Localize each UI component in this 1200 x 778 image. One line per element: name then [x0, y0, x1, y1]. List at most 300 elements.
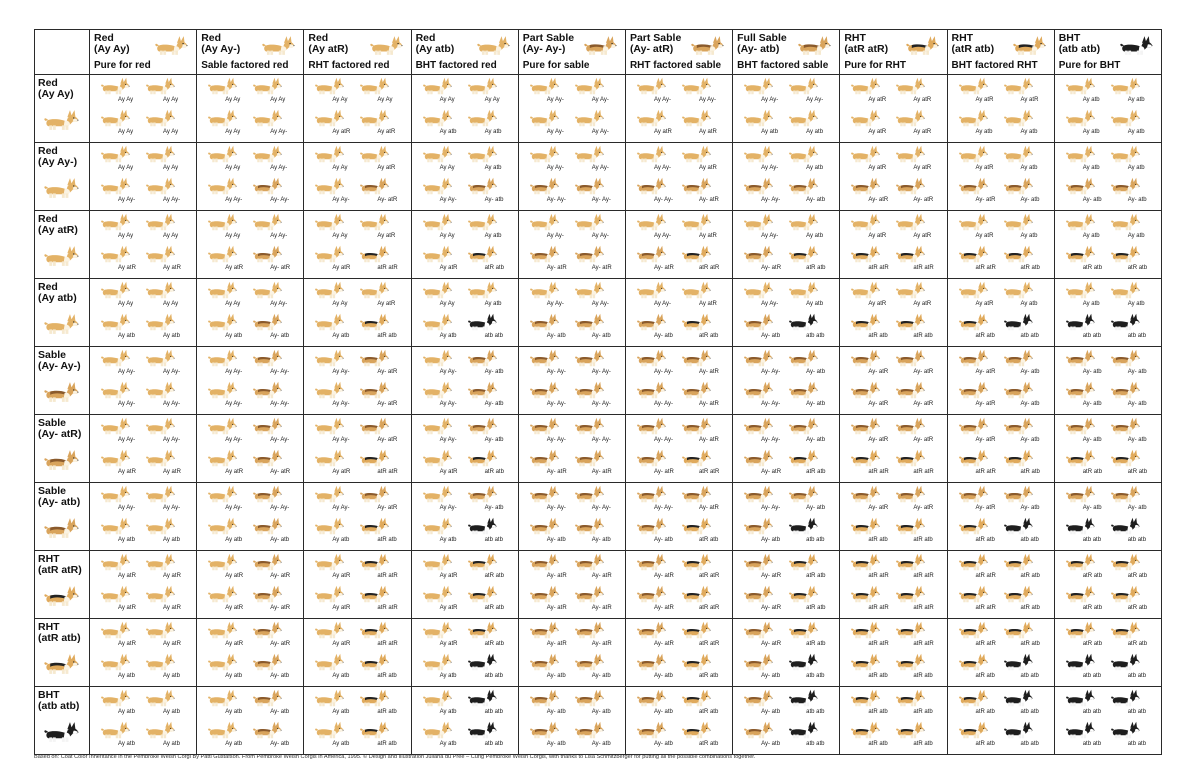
offspring-pup — [958, 621, 1004, 651]
corgi-sable-icon — [636, 177, 666, 195]
offspring-genotype: Ay- atb — [761, 741, 781, 747]
corgi-red-icon — [145, 109, 175, 127]
offspring-genotype: Ay atR — [225, 641, 244, 647]
offspring-genotype: Ay atb — [806, 129, 824, 135]
offspring-genotype: atR atb — [975, 537, 995, 543]
offspring-pup — [788, 689, 834, 719]
offspring-pup — [207, 485, 253, 515]
offspring-pup — [788, 77, 834, 107]
row-genotype: (Ay atR) — [38, 224, 78, 236]
corgi-sable-icon — [529, 517, 559, 535]
offspring-genotype: Ay Ay- — [332, 197, 350, 203]
offspring-genotype: atR atb — [377, 741, 397, 747]
row-dog — [43, 585, 79, 612]
column-header — [1054, 30, 1161, 75]
row-title: Red — [38, 77, 58, 89]
corgi-sable-icon — [636, 245, 666, 263]
offspring-pup — [252, 281, 298, 311]
offspring-pup — [574, 553, 620, 583]
offspring-genotype: Ay atR — [163, 605, 181, 611]
corgi-sable-icon — [529, 313, 559, 331]
offspring-pup — [314, 245, 360, 275]
row-genotype: (Ay- Ay-) — [38, 360, 81, 372]
offspring-genotype: Ay atb — [439, 673, 457, 679]
offspring-genotype: Ay atR — [698, 301, 717, 307]
offspring-pup — [359, 553, 405, 583]
corgi-red-icon — [788, 213, 818, 231]
offspring-pup — [1065, 349, 1111, 379]
offspring-cell — [947, 415, 1054, 483]
offspring-genotype: Ay Ay- — [653, 301, 672, 307]
column-genotype: (Ay- atb) — [737, 43, 780, 55]
corgi-red-icon — [1110, 213, 1140, 231]
offspring-pup — [574, 485, 620, 515]
offspring-genotype: Ay atb — [1127, 165, 1145, 171]
offspring-pup — [1003, 313, 1049, 343]
offspring-pup — [207, 689, 253, 719]
offspring-cell — [197, 619, 304, 687]
offspring-pup — [681, 417, 727, 447]
offspring-genotype: Ay Ay- — [118, 401, 136, 407]
offspring-cell — [947, 211, 1054, 279]
offspring-cell — [90, 619, 197, 687]
offspring-pup — [145, 77, 191, 107]
corgi-red-icon — [422, 449, 452, 467]
offspring-cell — [947, 619, 1054, 687]
offspring-genotype: Ay atb — [118, 741, 135, 747]
offspring-genotype: Ay Ay — [377, 97, 393, 103]
offspring-cell — [840, 279, 947, 347]
corgi-sable-icon — [252, 313, 282, 331]
offspring-genotype: Ay- atR — [761, 469, 782, 475]
offspring-cell — [1054, 75, 1161, 143]
corgi-red-icon — [207, 553, 237, 571]
corgi-sable-icon — [1110, 417, 1140, 435]
offspring-genotype: Ay- atR — [761, 605, 782, 611]
offspring-pup — [636, 689, 682, 719]
offspring-pup — [681, 313, 727, 343]
offspring-pup — [1110, 77, 1156, 107]
corgi-sable-icon — [252, 689, 282, 707]
corgi-rht-icon — [850, 553, 880, 571]
offspring-pup — [743, 177, 789, 207]
corgi-red-icon — [100, 621, 130, 639]
column-header — [625, 30, 732, 75]
corgi-sable-icon — [574, 721, 604, 739]
corgi-red-icon — [422, 553, 452, 571]
offspring-genotype: Ay atR — [332, 641, 351, 647]
corgi-red-icon — [207, 653, 237, 671]
corgi-rht-icon — [958, 653, 988, 671]
offspring-genotype: Ay Ay- — [546, 233, 564, 239]
corgi-red-icon — [788, 77, 818, 95]
offspring-pup — [529, 109, 575, 139]
corgi-red-icon — [145, 213, 175, 231]
corgi-red-icon — [422, 517, 452, 535]
row-title: RHT — [38, 621, 60, 633]
offspring-pup — [529, 621, 575, 651]
corgi-sable-icon — [1065, 177, 1095, 195]
corgi-red-icon — [636, 145, 666, 163]
corgi-red-icon — [100, 449, 130, 467]
offspring-pup — [574, 517, 620, 547]
offspring-cell — [947, 687, 1054, 755]
offspring-pup — [1110, 313, 1156, 343]
corgi-sable-icon — [529, 449, 559, 467]
corgi-red-icon — [681, 145, 711, 163]
offspring-genotype: Ay- atR — [868, 197, 889, 203]
offspring-pup — [958, 213, 1004, 243]
corgi-rht-icon — [850, 517, 880, 535]
offspring-pup — [743, 381, 789, 411]
offspring-genotype: atR atb — [1127, 641, 1148, 647]
corgi-sable-icon — [1110, 381, 1140, 399]
offspring-genotype: Ay- atR — [698, 401, 719, 407]
offspring-cell — [840, 75, 947, 143]
offspring-pup — [743, 145, 789, 175]
corgi-red-icon — [100, 485, 130, 503]
corgi-red-icon — [529, 109, 559, 127]
offspring-pup — [467, 177, 513, 207]
offspring-cell — [1054, 551, 1161, 619]
offspring-cell — [733, 551, 840, 619]
corgi-sable-icon — [252, 177, 282, 195]
corgi-bht-icon — [1003, 721, 1033, 739]
corgi-sable-icon — [252, 553, 282, 571]
offspring-pup — [788, 585, 834, 615]
corgi-rht-icon — [895, 517, 925, 535]
corgi-rht-icon — [850, 721, 880, 739]
offspring-genotype: Ay- atR — [546, 641, 567, 647]
offspring-pup — [359, 621, 405, 651]
corgi-red-icon — [1003, 77, 1033, 95]
offspring-pup — [681, 213, 727, 243]
offspring-genotype: atR atb — [1127, 265, 1148, 271]
corgi-sable-icon — [681, 381, 711, 399]
offspring-pup — [1065, 585, 1111, 615]
offspring-pup — [1003, 689, 1049, 719]
row-genotype: (Ay Ay-) — [38, 156, 78, 168]
offspring-pup — [895, 517, 941, 547]
offspring-pup — [636, 553, 682, 583]
offspring-genotype: atR atb — [975, 333, 995, 339]
offspring-pup — [422, 417, 468, 447]
offspring-genotype: Ay atR — [439, 641, 458, 647]
corgi-bht-icon — [788, 653, 818, 671]
offspring-genotype: Ay- atR — [913, 505, 934, 511]
offspring-pup — [1003, 721, 1049, 751]
offspring-genotype: Ay- atR — [975, 505, 996, 511]
offspring-genotype: Ay- atR — [698, 437, 719, 443]
offspring-cell — [625, 75, 732, 143]
offspring-pup — [1003, 145, 1049, 175]
offspring-genotype: Ay atb — [975, 129, 993, 135]
offspring-genotype: Ay Ay- — [332, 505, 350, 511]
corgi-red-icon — [467, 145, 497, 163]
corgi-red-icon — [850, 213, 880, 231]
offspring-pup — [958, 689, 1004, 719]
column-dog — [476, 35, 510, 61]
offspring-genotype: Ay atb — [118, 673, 135, 679]
offspring-pup — [574, 417, 620, 447]
corgi-rht-icon — [850, 689, 880, 707]
offspring-genotype: atR atR — [698, 469, 720, 475]
offspring-genotype: atR atR — [868, 605, 889, 611]
corgi-sable-icon — [636, 721, 666, 739]
offspring-pup — [422, 245, 468, 275]
offspring-pup — [788, 109, 834, 139]
offspring-genotype: Ay- atR — [653, 605, 674, 611]
offspring-genotype: atR atR — [698, 265, 720, 271]
offspring-genotype: Ay Ay- — [591, 233, 609, 239]
corgi-sable-icon — [743, 381, 773, 399]
offspring-pup — [788, 517, 834, 547]
offspring-cell — [197, 211, 304, 279]
offspring-genotype: Ay- atR — [270, 605, 291, 611]
corgi-red-icon — [467, 281, 497, 299]
offspring-genotype: atR atb — [1082, 641, 1103, 647]
offspring-genotype: Ay atR — [975, 233, 994, 239]
offspring-pup — [958, 109, 1004, 139]
corgi-red-icon — [100, 145, 130, 163]
offspring-cell — [947, 551, 1054, 619]
column-dog — [154, 35, 188, 61]
offspring-pup — [207, 553, 253, 583]
offspring-pup — [895, 585, 941, 615]
offspring-genotype: atR atb — [698, 673, 719, 679]
offspring-cell — [90, 279, 197, 347]
offspring-genotype: atR atR — [868, 469, 889, 475]
column-header — [304, 30, 411, 75]
offspring-cell — [733, 687, 840, 755]
offspring-genotype: Ay atb — [761, 129, 779, 135]
corgi-sable-icon — [797, 35, 831, 56]
corgi-red-icon — [100, 245, 130, 263]
offspring-genotype: Ay Ay — [439, 233, 455, 239]
offspring-pup — [1003, 517, 1049, 547]
offspring-genotype: Ay Ay — [270, 97, 286, 103]
offspring-cell — [625, 143, 732, 211]
corgi-red-icon — [743, 145, 773, 163]
row-genotype: (atb atb) — [38, 700, 80, 712]
offspring-cell — [625, 279, 732, 347]
offspring-pup — [743, 621, 789, 651]
corgi-rht-icon — [1110, 553, 1140, 571]
offspring-genotype: atR atb — [698, 741, 719, 747]
offspring-pup — [850, 653, 896, 683]
corgi-sable-icon — [252, 721, 282, 739]
offspring-genotype: Ay atb — [1127, 233, 1145, 239]
corgi-red-icon — [154, 35, 188, 56]
offspring-cell — [304, 619, 411, 687]
offspring-pup — [681, 585, 727, 615]
corgi-rht-icon — [681, 313, 711, 331]
offspring-genotype: Ay- Ay- — [270, 401, 290, 407]
corgi-sable-icon — [529, 721, 559, 739]
corgi-red-icon — [743, 109, 773, 127]
corgi-red-icon — [314, 349, 344, 367]
corgi-red-icon — [145, 689, 175, 707]
column-description: Sable factored red — [201, 60, 289, 71]
corgi-red-icon — [100, 381, 130, 399]
corgi-rht-icon — [1065, 449, 1095, 467]
corgi-red-icon — [314, 77, 344, 95]
offspring-genotype: Ay- atb — [1127, 437, 1147, 443]
offspring-pup — [1065, 417, 1111, 447]
offspring-genotype: Ay Ay- — [439, 401, 457, 407]
corgi-red-icon — [895, 213, 925, 231]
corgi-red-icon — [314, 213, 344, 231]
corgi-red-icon — [529, 213, 559, 231]
offspring-pup — [636, 77, 682, 107]
corgi-red-icon — [895, 281, 925, 299]
offspring-pup — [529, 145, 575, 175]
offspring-genotype: Ay- Ay- — [546, 197, 566, 203]
offspring-pup — [1110, 653, 1156, 683]
offspring-genotype: atb atb — [484, 741, 503, 747]
corgi-sable-icon — [636, 313, 666, 331]
corgi-red-icon — [145, 77, 175, 95]
corgi-red-icon — [207, 417, 237, 435]
offspring-pup — [252, 77, 298, 107]
grid-row — [35, 619, 1162, 687]
offspring-genotype: Ay- atR — [591, 573, 612, 579]
offspring-genotype: Ay- atR — [868, 401, 889, 407]
offspring-pup — [359, 585, 405, 615]
corgi-sable-icon — [43, 381, 79, 403]
offspring-genotype: atR atR — [377, 605, 398, 611]
grid-row — [35, 211, 1162, 279]
offspring-pup — [850, 313, 896, 343]
corgi-sable-icon — [252, 653, 282, 671]
row-dog — [43, 517, 79, 544]
corgi-sable-icon — [743, 485, 773, 503]
corgi-sable-icon — [574, 417, 604, 435]
corgi-sable-icon — [681, 485, 711, 503]
corgi-red-icon — [422, 213, 452, 231]
corgi-sable-icon — [467, 349, 497, 367]
offspring-pup — [314, 177, 360, 207]
offspring-pup — [788, 653, 834, 683]
offspring-pup — [1003, 381, 1049, 411]
offspring-pup — [467, 145, 513, 175]
row-genotype: (atR atb) — [38, 632, 81, 644]
offspring-pup — [100, 721, 146, 751]
offspring-pup — [895, 109, 941, 139]
corgi-red-icon — [359, 213, 389, 231]
corgi-sable-icon — [743, 689, 773, 707]
offspring-pup — [1065, 109, 1111, 139]
corgi-sable-icon — [467, 417, 497, 435]
corgi-sable-icon — [743, 313, 773, 331]
offspring-genotype: Ay atR — [913, 129, 932, 135]
offspring-genotype: Ay- atb — [270, 673, 290, 679]
row-dog — [43, 177, 79, 204]
row-dog — [43, 245, 79, 272]
offspring-pup — [958, 77, 1004, 107]
offspring-genotype: atR atb — [377, 673, 397, 679]
grid-row — [35, 143, 1162, 211]
offspring-pup — [788, 213, 834, 243]
column-dog — [797, 35, 831, 61]
offspring-genotype: Ay atR — [377, 129, 396, 135]
offspring-genotype: Ay Ay- — [270, 129, 288, 135]
offspring-genotype: Ay- atR — [270, 265, 291, 271]
offspring-genotype: Ay- Ay- — [761, 369, 781, 375]
offspring-genotype: Ay atb — [332, 741, 350, 747]
offspring-pup — [100, 585, 146, 615]
corgi-red-icon — [1065, 213, 1095, 231]
offspring-genotype: Ay Ay — [118, 301, 134, 307]
offspring-genotype: atR atb — [1127, 605, 1148, 611]
corgi-red-icon — [314, 553, 344, 571]
offspring-cell — [518, 415, 625, 483]
offspring-pup — [743, 653, 789, 683]
corgi-sable-icon — [743, 721, 773, 739]
offspring-genotype: Ay Ay- — [761, 165, 779, 171]
offspring-pup — [422, 381, 468, 411]
offspring-pup — [958, 381, 1004, 411]
corgi-red-icon — [895, 77, 925, 95]
offspring-cell — [733, 211, 840, 279]
corgi-rht-icon — [958, 585, 988, 603]
corgi-red-icon — [314, 585, 344, 603]
corgi-red-icon — [207, 213, 237, 231]
offspring-cell — [90, 687, 197, 755]
corgi-red-icon — [100, 417, 130, 435]
offspring-pup — [681, 689, 727, 719]
offspring-genotype: Ay atb — [484, 233, 502, 239]
corgi-rht-icon — [850, 653, 880, 671]
offspring-cell — [411, 211, 518, 279]
offspring-cell — [411, 143, 518, 211]
offspring-cell — [840, 211, 947, 279]
offspring-pup — [743, 485, 789, 515]
offspring-pup — [252, 213, 298, 243]
offspring-genotype: Ay atR — [332, 573, 351, 579]
offspring-genotype: Ay- atb — [484, 437, 504, 443]
offspring-cell — [733, 75, 840, 143]
corgi-sable-icon — [788, 485, 818, 503]
offspring-pup — [100, 621, 146, 651]
offspring-cell — [197, 75, 304, 143]
offspring-genotype: Ay atb — [332, 333, 350, 339]
corgi-rht-icon — [850, 313, 880, 331]
corgi-sable-icon — [1003, 485, 1033, 503]
corgi-rht-icon — [681, 621, 711, 639]
offspring-cell — [733, 619, 840, 687]
offspring-pup — [314, 281, 360, 311]
corgi-red-icon — [100, 517, 130, 535]
corgi-rht-icon — [895, 653, 925, 671]
offspring-pup — [895, 381, 941, 411]
offspring-pup — [895, 349, 941, 379]
offspring-pup — [743, 585, 789, 615]
offspring-genotype: atb atb — [1082, 709, 1102, 715]
corgi-rht-icon — [359, 621, 389, 639]
offspring-pup — [1065, 485, 1111, 515]
offspring-genotype: atb atb — [1127, 673, 1147, 679]
offspring-cell — [840, 483, 947, 551]
offspring-genotype: Ay- atR — [377, 505, 398, 511]
offspring-genotype: Ay atb — [1020, 129, 1038, 135]
corgi-sable-icon — [743, 245, 773, 263]
offspring-pup — [636, 213, 682, 243]
row-title: Sable — [38, 485, 67, 497]
column-dog — [583, 35, 617, 61]
offspring-pup — [467, 77, 513, 107]
corgi-red-icon — [145, 449, 175, 467]
